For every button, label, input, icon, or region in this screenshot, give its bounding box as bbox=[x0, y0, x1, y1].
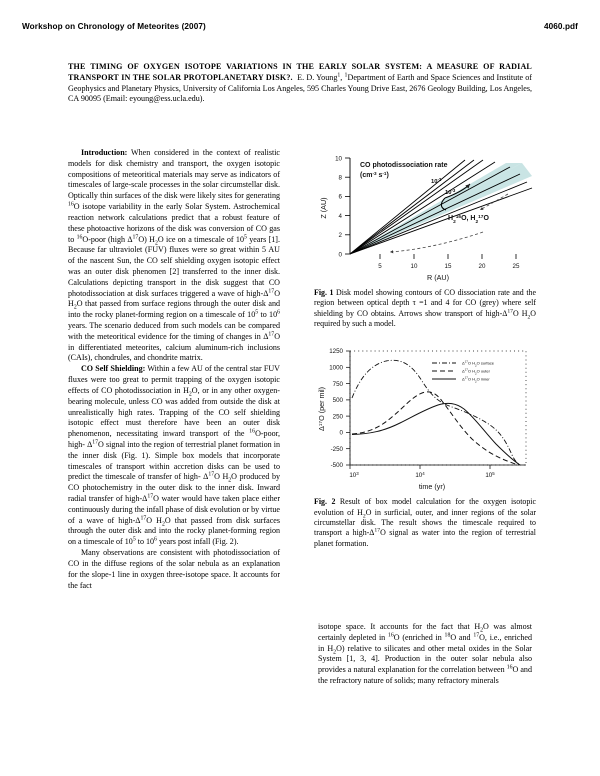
paragraph-many-observations: Many observations are consistent with photodissociation of CO in the diffuse regions of the solar nebula as an explanation for the slope-1 line in oxygen three-isotope space. It accounts for the fact bbox=[68, 548, 280, 590]
x-axis-ticks bbox=[378, 254, 520, 270]
figure-column bbox=[314, 150, 536, 549]
transport-arrow-lower bbox=[390, 232, 483, 252]
svg-text:500: 500 bbox=[332, 397, 343, 405]
svg-text:10: 10 bbox=[410, 263, 418, 270]
svg-text:104: $10^4$ bbox=[415, 470, 425, 480]
figure-1-caption-label: Fig. 1 bbox=[314, 288, 334, 297]
figure-2-series-surficial bbox=[352, 361, 519, 465]
header-right-filename: 4060.pdf bbox=[543, 22, 578, 31]
svg-text:Δ17O H2O outer: $\Delta^{17}O$ $H_2O$ outer bbox=[462, 367, 490, 376]
figure-2-y-ticks bbox=[329, 349, 350, 470]
paper-title: THE TIMING OF OXYGEN ISOTOPE VARIATIONS IN THE EARLY SOLAR SYSTEM: A MEASURE OF RADIAL TRANSPORT IN THE SOLAR PROTOPLANETARY DISK?. bbox=[68, 62, 532, 82]
svg-text:Δ17O H2O surface: $\Delta^{17}O$ $H_2O$ surface bbox=[462, 359, 494, 368]
figure-2-caption: Fig. 2 Result of box model calculation for the oxygen isotopic evolution of $H_2O$ in surficial, outer, and inner regions of the solar circumstellar disk. The result shows the timescale required to transport a high-$\Delta^{17}O$ signal as water into the region of terrestrial planet formation. bbox=[314, 497, 537, 548]
svg-text:0: 0 bbox=[339, 429, 343, 437]
figure-1-water-species-label: $H_2^{16}O$, $H_2^{17}O$ bbox=[448, 214, 489, 225]
svg-text:5: 5 bbox=[378, 263, 382, 270]
right-column-bottom bbox=[318, 622, 532, 687]
left-column bbox=[68, 148, 280, 591]
figure-2-x-ticks bbox=[349, 465, 495, 479]
figure-2-series-inner bbox=[352, 404, 520, 466]
svg-text:10: 10 bbox=[335, 155, 342, 163]
paragraph-isotope-space: isotope space. It accounts for the fact that $H_2O$ was almost certainly depleted in $^{16}$O (enriched in $^{18}$O and $^{17}$O, i.e., enriched in $H_2O$) relative to silicates and other metal oxides in the Solar System [1, 3, 4]. Production in the outer solar nebula also provides a natural explanation for the correlation between $^{16}$O and the refractory nature of solids; many refractory minerals bbox=[318, 622, 533, 686]
header-left-text: Workshop on Chronology of Meteorites (2007) bbox=[22, 22, 206, 31]
svg-text:2: 2 bbox=[338, 232, 342, 240]
figure-1-contour-label-1: $10^{-2}$ bbox=[431, 176, 442, 185]
svg-text:8: 8 bbox=[338, 174, 342, 182]
y-axis-ticks bbox=[335, 155, 350, 258]
svg-text:20: 20 bbox=[478, 263, 486, 270]
svg-text:103: $10^3$ bbox=[349, 470, 359, 480]
figure-2-y-axis-label: $\Delta^{17}O$ (per mil) bbox=[317, 387, 326, 432]
svg-text:6: 6 bbox=[338, 193, 342, 201]
paragraph-co-self-shielding: CO Self Shielding: Within a few AU of the central star FUV fluxes were too great to permit trapping of the oxygen isotopic effects of CO photodissociation in $H_2O$, or in any other oxygen-bearing molecule, unless CO was added from outside the disk at unrealistically high rates. Trapping of the CO self shielding isotopic effect must therefore have been an outer disk phenomenon, necessitating inward transport of the $^{16}$O-poor, high- $\Delta^{17}O$ signal into the region of terrestrial planet formation in the inner disk (Fig. 1). Simple box models that incorporate timescales of transport within accretion disks can be used to predict the timescale of transfer of high- $\Delta^{17}O$ $H_2O$ produced by CO photochemistry in the outer disk to the inner disk. Inward radial transfer of high-$\Delta^{17}O$ water would have taken place either continuously during the infall phase of disk evolution or by virtue of a wave of high-$\Delta^{17}O$ $H_2O$ that passed from disk surfaces through the outer disk and into the rocky planet-forming region on a timescale of $10^5$ to $10^6$ years post infall (Fig. 2). bbox=[68, 364, 281, 547]
svg-text:15: 15 bbox=[444, 263, 452, 270]
svg-text:0: 0 bbox=[338, 251, 342, 259]
title-block: THE TIMING OF OXYGEN ISOTOPE VARIATIONS IN THE EARLY SOLAR SYSTEM: A MEASURE OF RADIAL TRANSPORT IN THE SOLAR PROTOPLANETARY DISK?. E. D. Young$^1$, $^1$Department of Earth and Space Sciences and Institute of Geophysics and Planetary Physics, University of California Los Angeles, 595 Charles Young Drive East, 2676 Geology Building, Los Angeles, CA 90095 (Email: eyoung@ess.ucla.edu). bbox=[68, 62, 533, 104]
svg-text:-250: -250 bbox=[330, 446, 343, 454]
figure-1-contour-label-2: $10^{-3}$ bbox=[445, 187, 456, 196]
svg-text:25: 25 bbox=[512, 263, 520, 270]
paragraph-introduction: Introduction: When considered in the context of realistic models for disk chemistry and transport, the oxygen isotopic compositions of meteoritical materials may serve as indicators of timescales of large-scale processes in the solar circumstellar disk. Optically thin surfaces of the disk were likely sites for generating $^{16}$O isotope variability in the early Solar System. Astrochemical reaction network calculations predict that a robust feature of these photoactive horizons of the disk was conversion of CO gas to $^{16}$O-poor (high $\Delta^{17}O$) $H_2O$ ice on a timescale of $10^5$ years [1]. Because far ultraviolet (FUV) fluxes were so great within 5 AU of the nascent Sun, the CO self shielding oxygen isotopic effect was an outer disk phenomen [2] transferred to the inner disk. Calculations depicting transport in the disk suggest that CO photodissociation at disk surfaces triggered a wave of high-$\Delta^{17}O$ $H_2O$ that passed from surface regions through the outer disk and into the rocky planet-forming region on a timescale of $10^5$ to $10^6$ years. The scenario deduced from such models can be compared with the meteoritical evidence for the timing of changes in $\Delta^{17}O$ in differentiated meteorites, calcium aluminum-rich inclusions (CAIs), chondrules, and chondrite matrix. bbox=[68, 148, 280, 363]
figure-1-plot bbox=[314, 150, 536, 282]
running-header bbox=[22, 22, 578, 31]
svg-text:1000: 1000 bbox=[329, 364, 343, 372]
svg-text:4: 4 bbox=[338, 212, 342, 220]
figure-2-caption-label: Fig. 2 bbox=[314, 497, 336, 507]
section-heading-co-self-shielding: CO Self Shielding: bbox=[81, 364, 146, 374]
figure-2-x-axis-label: time (yr) bbox=[418, 482, 446, 492]
figure-1-y-axis-label: Z (AU) bbox=[319, 197, 328, 219]
figure-1-x-axis-label: R (AU) bbox=[427, 273, 449, 282]
figure-1-rate-annotation-line1: CO photodissociation rate bbox=[360, 162, 448, 169]
svg-text:750: 750 bbox=[332, 381, 343, 389]
affiliation-text: Department of Earth and Space Sciences and Institute of Geophysics and Planetary Physics, University of California Los Angeles, 595 Charles Young Drive East, 2676 Geology Building, Los Angeles, CA 90095 (Email: eyoung@ess.ucla.edu). bbox=[68, 72, 533, 104]
figure-2-plot bbox=[314, 343, 536, 491]
figure-2-legend bbox=[432, 360, 495, 384]
figure-1 bbox=[314, 150, 536, 282]
author-name: E. D. Young bbox=[297, 72, 338, 82]
section-heading-introduction: Introduction: bbox=[81, 148, 128, 157]
svg-text:-500: -500 bbox=[330, 462, 343, 470]
svg-text:105: $10^5$ bbox=[485, 470, 495, 480]
svg-text:Δ17O H2O inner: $\Delta^{17}O$ $H_2O$ inner bbox=[462, 375, 490, 384]
figure-2 bbox=[314, 343, 536, 491]
svg-text:1250: 1250 bbox=[329, 348, 343, 356]
figure-1-rate-annotation-line2: ($cm^{-3}$ $s^{-1}$) bbox=[360, 170, 389, 179]
author-affiliation-marker: 1 bbox=[337, 72, 341, 79]
svg-text:250: 250 bbox=[332, 413, 343, 421]
affiliation-marker: 1 bbox=[344, 72, 348, 79]
figure-1-caption: Fig. 1 Disk model showing contours of CO dissociation rate and the region between optical depth τ =1 and 4 for CO (grey) where self shielding by CO obtains. Arrows show transport of high-$\Delta^{17}O$ $H_2O$ required by such a model. bbox=[314, 288, 536, 329]
